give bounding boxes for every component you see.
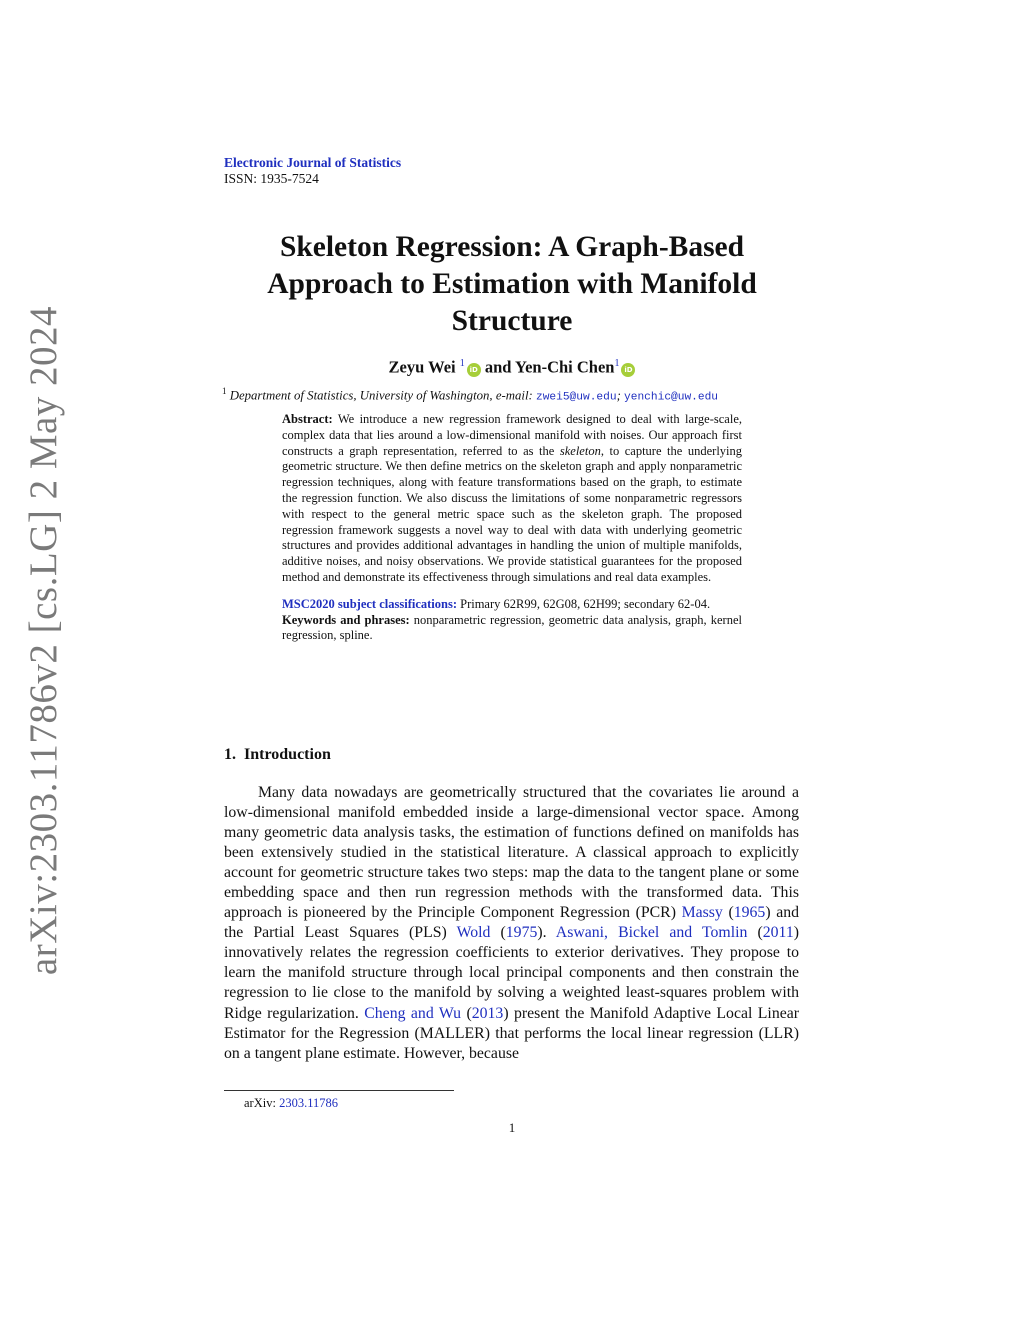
abstract [282, 412, 742, 586]
intro-paragraph: Many data nowadays are geometrically structured that the covariates lie around a low-dimensional manifold embedded inside a large-dimensional vector space. Among many geometric data analysis tasks, the estimation of functions defined on manifolds has been extensively studied in the statistical literature. A classical approach to explicitly account for geometric structure takes two steps: map the data to the tangent plane or some embedding space and then run regression methods with the transformed data. This approach is pioneered by the Principle Component Regression (PCR) Massy (1965) and the Partial Least Squares (PLS) Wold (1975). Aswani, Bickel and Tomlin (2011) innovatively relates the regression coefficients to exterior derivatives. They propose to learn the manifold structure through local principal components and then constrain the regression to lie close to the manifold by solving a weighted least-squares problem with Ridge regularization. Cheng and Wu (2013) present the Manifold Adaptive Local Linear Estimator for the Regression (MALLER) that performs the local linear regression (LLR) on a tangent plane estimate. However, because [224, 784, 800, 1062]
affiliation-marker[interactable]: 1 [459, 358, 465, 369]
email-link[interactable]: yenchic@uw.edu [624, 391, 719, 404]
abstract-emphasis: skeleton [559, 443, 601, 458]
journal-header [224, 155, 401, 187]
citation-link[interactable]: Cheng and Wu [364, 1004, 462, 1022]
journal-name-link[interactable]: Electronic Journal of Statistics [224, 155, 402, 170]
citation-year-link[interactable]: 2013 [471, 1004, 504, 1022]
author-conjunction: and [484, 357, 512, 377]
footnote-divider [224, 1090, 454, 1091]
abstract-label: Abstract: [282, 412, 333, 426]
author-name: Zeyu Wei [388, 357, 456, 377]
affiliation-number: 1 [222, 386, 227, 396]
msc-classification [282, 597, 742, 613]
intro-text: and the Partial Least Squares (PLS) [224, 904, 799, 942]
author-list [224, 353, 800, 379]
abstract-text: We introduce a new regression framework designed to deal with large-scale, complex data that lies around a low-dimensional manifold with noises. Our approach first constructs a graph representation, referred to as the [282, 412, 742, 458]
affiliation-text: Department of Statistics, University of Washington, e-mail: [229, 388, 533, 403]
title-line-1: Skeleton Regression: A Graph-Based [279, 231, 745, 263]
citation-link[interactable]: Wold [456, 924, 491, 942]
page-number: 1 [508, 1120, 516, 1135]
msc-text: Primary 62R99, 62G08, 62H99; secondary 62-04. [460, 596, 711, 611]
title-line-3: Structure [451, 305, 573, 337]
citation-link[interactable]: Massy [681, 904, 723, 922]
citation-year-link[interactable]: 2011 [762, 924, 794, 942]
email-link[interactable]: zwei5@uw.edu [535, 391, 617, 404]
footnote [244, 1096, 338, 1111]
journal-issn: ISSN: 1935-7524 [224, 171, 319, 186]
affiliation-marker[interactable]: 1 [614, 358, 620, 369]
arxiv-id-link[interactable]: 2303.11786 [279, 1096, 338, 1110]
orcid-icon[interactable]: iD [621, 363, 635, 377]
email-separator: ; [616, 388, 621, 403]
abstract-block [282, 412, 742, 644]
title-line-2: Approach to Estimation with Manifold [267, 268, 757, 300]
section-heading [224, 745, 331, 765]
citation-year-link[interactable]: 1965 [733, 904, 766, 922]
orcid-icon[interactable]: iD [467, 363, 481, 377]
author-name: Yen-Chi Chen [514, 357, 615, 377]
keywords [282, 613, 742, 645]
intro-text: Many data nowadays are geometrically structured that the covariates lie around a low-dimensional manifold embedded inside a large-dimensional vector space. Among many geometric data analysis tasks, the estimation of functions defined on manifolds has been extensively studied in the statistical literature. A classical approach to explicitly account for geometric structure takes two steps: map the data to the tangent plane or some embedding space and then run regression methods with the transformed data. This approach is pioneered by the Principle Component Regression (PCR) [224, 784, 799, 922]
abstract-text: , to capture the underlying geometric structure. We then define metrics on the skeleton graph and apply nonparametric regression techniques, along with feature transformations based on the graph, to estimate the regression function. We also discuss the limitations of some nonparametric regressors with respect to the general metric space such as the skeleton graph. The proposed regression framework suggests a novel way to deal with data with underlying geometric structures and provides additional advantages in handling the union of multiple manifolds, additive noises, and noisy observations. We provide statistical guarantees for the proposed method and demonstrate its effectiveness through simulations and real data examples. [282, 443, 743, 584]
keywords-text: nonparametric regression, geometric data analysis, graph, kernel regression, spline. [282, 612, 742, 643]
affiliation [222, 383, 718, 405]
paper-title [224, 229, 800, 340]
citation-link[interactable]: Aswani, Bickel and Tomlin [555, 924, 748, 942]
keywords-label: Keywords and phrases: [282, 612, 410, 627]
intro-text: present the Manifold Adaptive Local Linear Estimator for the Regression (MALLER) that performs the local linear regression (LLR) on a tangent plane estimate. However, because [224, 1004, 800, 1062]
section-title: Introduction [244, 746, 331, 763]
arxiv-side-stamp [18, 305, 70, 975]
citation-year-link[interactable]: 1975 [505, 924, 538, 942]
msc-label-link[interactable]: MSC2020 subject classifications: [282, 596, 457, 611]
footnote-label: arXiv: [244, 1096, 276, 1110]
intro-text: innovatively relates the regression coefficients to exterior derivatives. They propose to learn the manifold structure through local principal components and then constrain the regression to lie close to the manifold by solving a weighted least-squares problem with Ridge regularization. [224, 944, 799, 1022]
section-number: 1. [224, 746, 236, 763]
arxiv-stamp-text: arXiv:2303.11786v2 [cs.LG] 2 May 2024 [22, 305, 66, 975]
